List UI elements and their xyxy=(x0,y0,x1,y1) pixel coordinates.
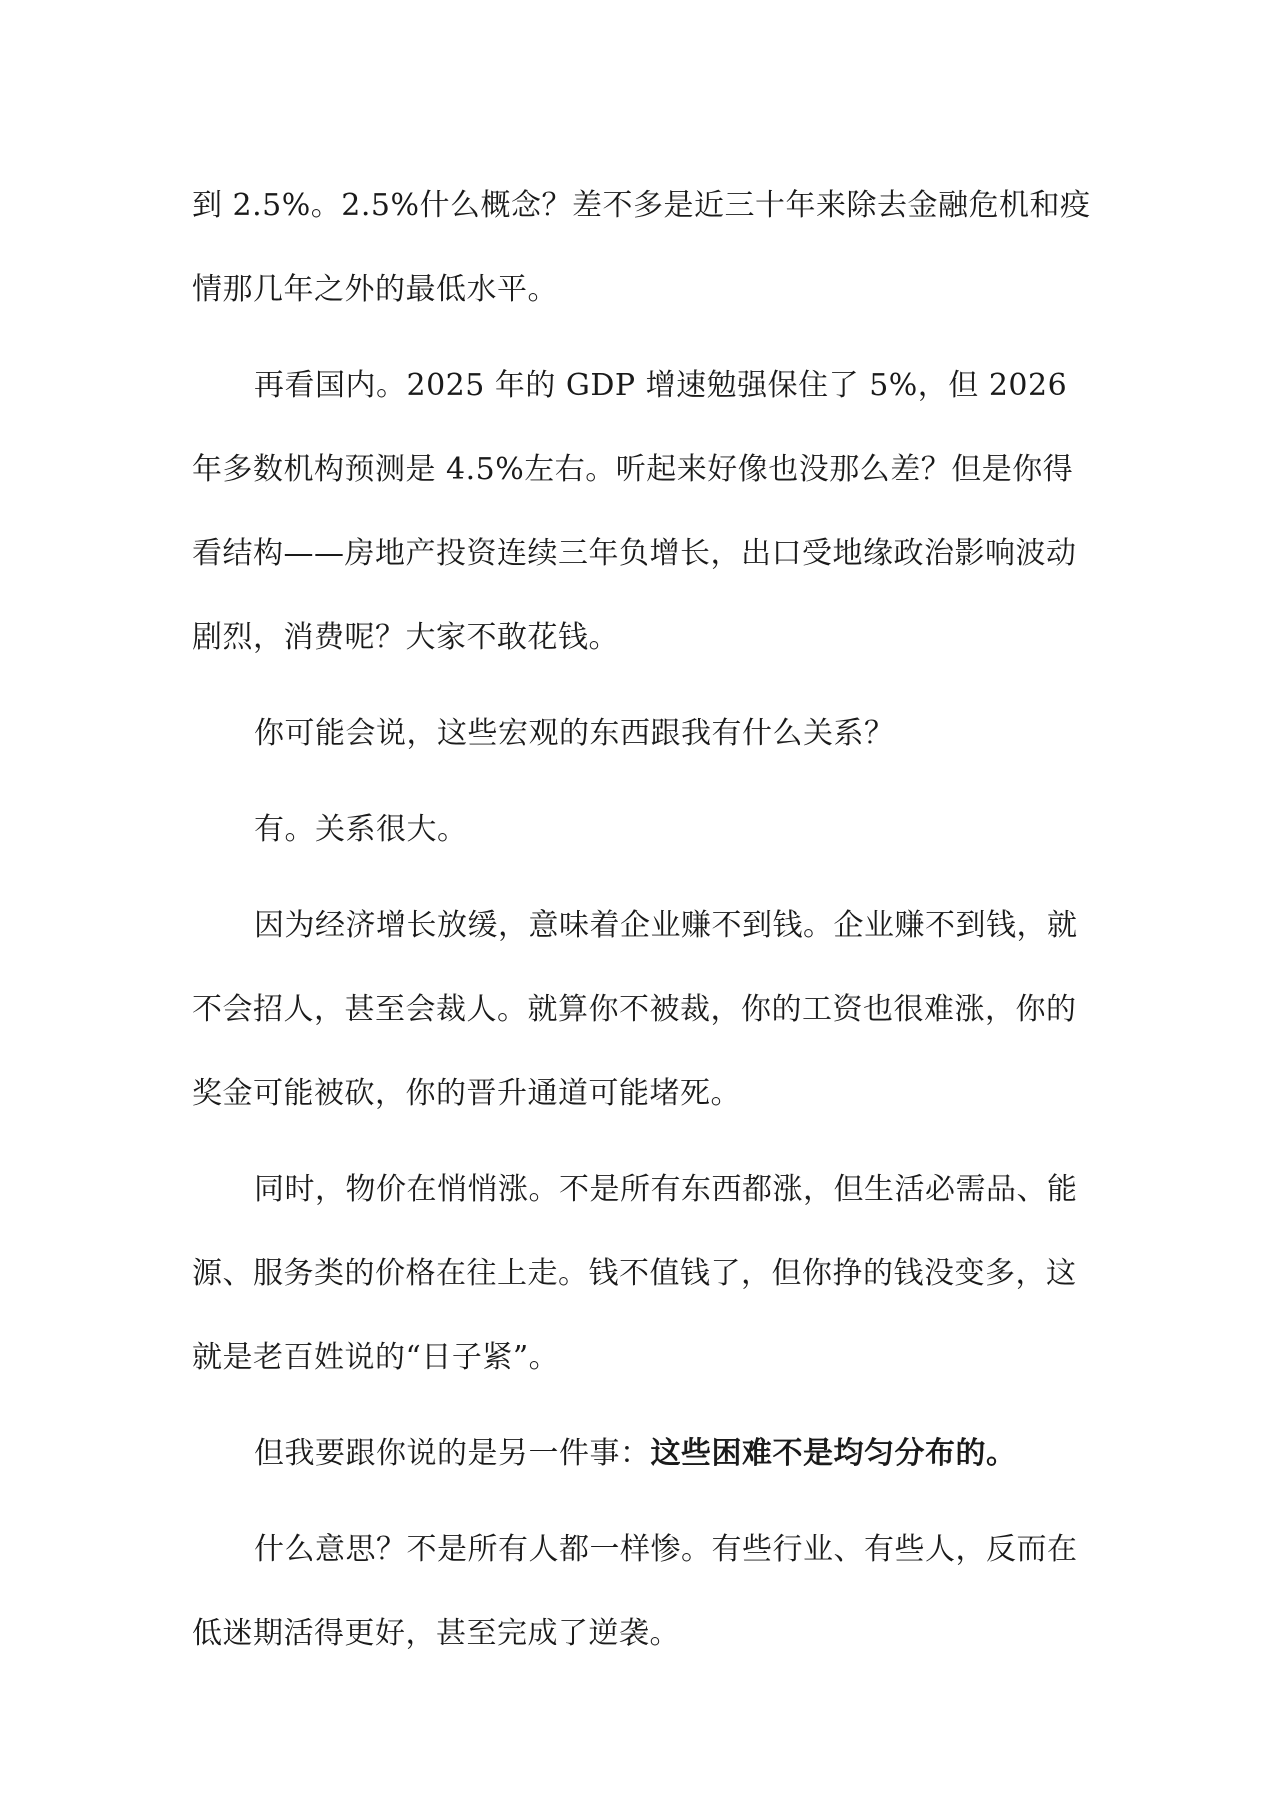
paragraph-4: 有。关系很大。 xyxy=(254,812,468,847)
paragraph-1: 到 2.5%。2.5%什么概念？差不多是近三十年来除去金融危机和疫情那几年之外的最低水平。 xyxy=(192,188,1091,307)
paragraph-3: 你可能会说，这些宏观的东西跟我有什么关系？ xyxy=(254,716,895,751)
paragraph-7-lead: 但我要跟你说的是另一件事： xyxy=(254,1436,651,1471)
paragraph-5: 因为经济增长放缓，意味着企业赚不到钱。企业赚不到钱，就不会招人，甚至会裁人。就算你不被裁，你的工资也很难涨，你的奖金可能被砍，你的晋升通道可能堵死。 xyxy=(192,908,1078,1111)
paragraph-2: 再看国内。2025 年的 GDP 增速勉强保住了 5%，但 2026 年多数机构预测是 4.5%左右。听起来好像也没那么差？但是你得看结构——房地产投资连续三年负增长，出口受地缘政治影响波动剧烈，消费呢？大家不敢花钱。 xyxy=(192,368,1078,655)
paragraph-6: 同时，物价在悄悄涨。不是所有东西都涨，但生活必需品、能源、服务类的价格在往上走。钱不值钱了，但你挣的钱没变多，这就是老百姓说的“日子紧”。 xyxy=(192,1172,1078,1375)
paragraph-7 xyxy=(192,1412,1092,1496)
paragraph-7-emphasis: 这些困难不是均匀分布的。 xyxy=(650,1436,1017,1471)
paragraph-8: 什么意思？不是所有人都一样惨。有些行业、有些人，反而在低迷期活得更好，甚至完成了逆袭。 xyxy=(192,1532,1078,1651)
body-text xyxy=(192,164,1092,1688)
